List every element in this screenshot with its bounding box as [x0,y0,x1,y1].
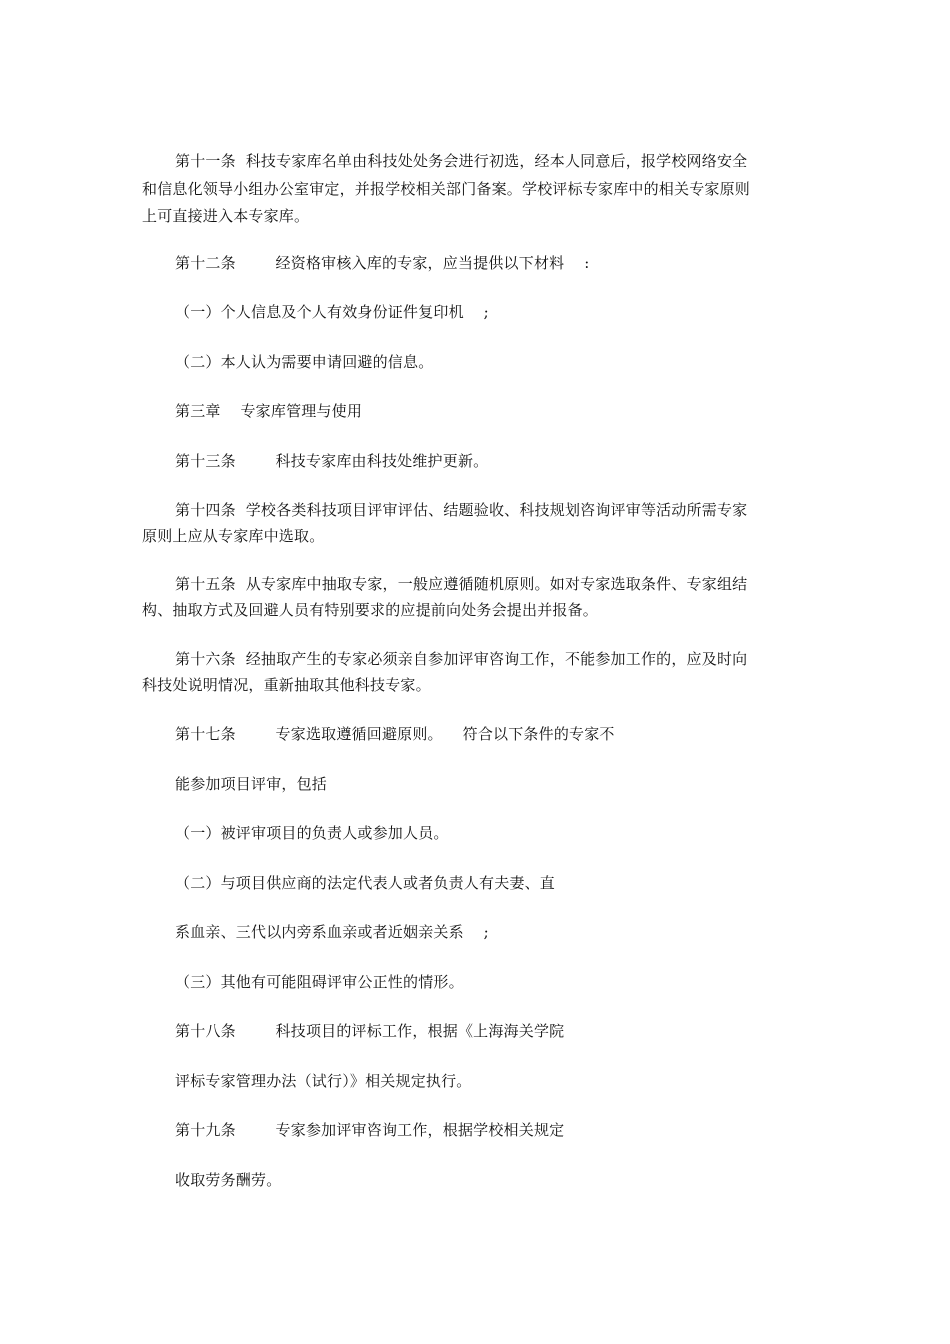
article-19-line-2: 收取劳务酬劳。 [175,1171,282,1189]
article-18-line-1: 第十八条 科技项目的评标工作，根据《上海海关学院 [175,1022,565,1040]
article-17-line-1: 第十七条 专家选取遵循回避原则。 符合以下条件的专家不 [175,725,615,743]
article-17-item-2-line-1: （二）与项目供应商的法定代表人或者负责人有夫妻、直 [175,874,556,892]
article-17-item-1: （一）被评审项目的负责人或参加人员。 [175,824,449,842]
article-17-item-3: （三）其他有可能阻碍评审公正性的情形。 [175,973,464,991]
article-17-line-2: 能参加项目评审，包括 [175,775,328,793]
article-14-line-2: 原则上应从专家库中选取。 [142,527,325,545]
article-14-line-1: 第十四条 学校各类科技项目评审评估、结题验收、科技规划咨询评审等活动所需专家 [175,501,748,519]
article-17-item-2-line-2: 系血亲、三代以内旁系血亲或者近姻亲关系 ; [175,923,489,941]
chapter-3-heading: 第三章 专家库管理与使用 [175,402,363,420]
article-11-line-1: 第十一条 科技专家库名单由科技处处务会进行初选，经本人同意后，报学校网络安全 [175,152,748,170]
article-12-item-1: （一）个人信息及个人有效身份证件复印机 ; [175,303,489,321]
article-19-line-1: 第十九条 专家参加评审咨询工作，根据学校相关规定 [175,1121,565,1139]
article-12-item-2: （二）本人认为需要申请回避的信息。 [175,353,434,371]
article-15-line-2: 构、抽取方式及回避人员有特别要求的应提前向处务会提出并报备。 [142,601,599,619]
article-16-line-1: 第十六条 经抽取产生的专家必须亲自参加评审咨询工作，不能参加工作的，应及时向 [175,650,748,668]
article-11-line-2: 和信息化领导小组办公室审定，并报学校相关部门备案。学校评标专家库中的相关专家原则 [142,180,751,198]
article-12: 第十二条 经资格审核入库的专家，应当提供以下材料 : [175,254,590,272]
article-15-line-1: 第十五条 从专家库中抽取专家，一般应遵循随机原则。如对专家选取条件、专家组结 [175,575,748,593]
article-16-line-2: 科技处说明情况，重新抽取其他科技专家。 [142,676,431,694]
article-18-line-2: 评标专家管理办法（试行）》相关规定执行。 [175,1072,472,1090]
article-11-line-3: 上可直接进入本专家库。 [142,207,310,225]
article-13: 第十三条 科技专家库由科技处维护更新。 [175,452,489,470]
